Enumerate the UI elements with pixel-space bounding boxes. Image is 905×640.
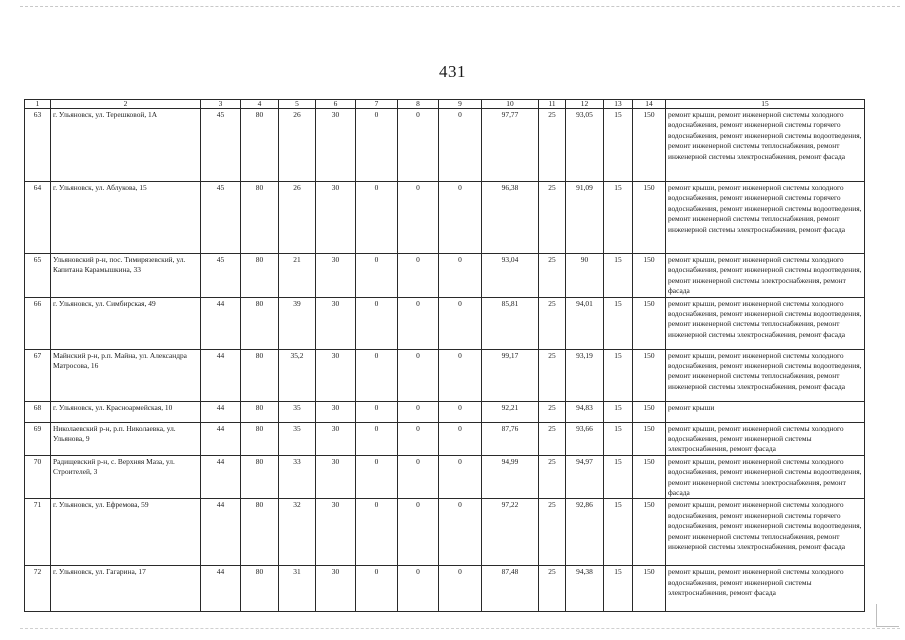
cell: 25: [539, 297, 566, 349]
cell: г. Ульяновск, ул. Аблукова, 15: [51, 182, 201, 254]
column-header: 2: [51, 100, 201, 109]
cell: 150: [633, 109, 666, 182]
cell: 99,17: [482, 349, 539, 401]
cell: 25: [539, 349, 566, 401]
cell: 92,21: [482, 401, 539, 422]
cell: 94,97: [566, 455, 604, 499]
cell: 15: [604, 182, 633, 254]
cell: 25: [539, 254, 566, 298]
cell: 80: [241, 401, 279, 422]
cell: ремонт крыши, ремонт инженерной системы холодного водоснабжения, ремонт инженерной системы горячего водоснабжения, ремонт инженерной системы водоотведения, ремонт инженерной системы теплоснабжения, ремонт инженерной системы электроснабжения, ремонт фасада: [666, 109, 865, 182]
cell: 150: [633, 182, 666, 254]
cell: г. Ульяновск, ул. Гагарина, 17: [51, 566, 201, 612]
cell: 45: [201, 109, 241, 182]
cell: 97,77: [482, 109, 539, 182]
column-header: 13: [604, 100, 633, 109]
cell: 80: [241, 297, 279, 349]
cell: 26: [279, 182, 316, 254]
cell: 94,83: [566, 401, 604, 422]
cell: г. Ульяновск, ул. Терешковой, 1А: [51, 109, 201, 182]
cell: 25: [539, 566, 566, 612]
cell: 25: [539, 401, 566, 422]
cell: 30: [316, 182, 356, 254]
column-header: 15: [666, 100, 865, 109]
cell: 72: [25, 566, 51, 612]
cell: 0: [398, 499, 439, 566]
cell: 15: [604, 566, 633, 612]
cell: 0: [439, 349, 482, 401]
cell: 39: [279, 297, 316, 349]
cell: 15: [604, 254, 633, 298]
table-header-row: [25, 100, 865, 109]
cell: 80: [241, 566, 279, 612]
column-header: 10: [482, 100, 539, 109]
cell: 68: [25, 401, 51, 422]
scan-artifact-bottom: [20, 628, 900, 630]
table-row: [25, 297, 865, 349]
cell: 32: [279, 499, 316, 566]
cell: 31: [279, 566, 316, 612]
cell: 0: [356, 349, 398, 401]
cell: 33: [279, 455, 316, 499]
cell: ремонт крыши, ремонт инженерной системы холодного водоснабжения, ремонт инженерной системы водоотведения, ремонт инженерной системы теплоснабжения, ремонт инженерной системы электроснабжения, ремонт фасада: [666, 297, 865, 349]
cell: 0: [439, 499, 482, 566]
cell: 97,22: [482, 499, 539, 566]
cell: 15: [604, 499, 633, 566]
column-header: 3: [201, 100, 241, 109]
cell: 94,38: [566, 566, 604, 612]
cell: 0: [356, 499, 398, 566]
cell: 26: [279, 109, 316, 182]
cell: ремонт крыши, ремонт инженерной системы холодного водоснабжения, ремонт инженерной системы водоотведения, ремонт инженерной системы электроснабжения, ремонт фасада: [666, 254, 865, 298]
cell: 35,2: [279, 349, 316, 401]
cell: 30: [316, 455, 356, 499]
cell: г. Ульяновск, ул. Красноармейская, 10: [51, 401, 201, 422]
cell: 67: [25, 349, 51, 401]
cell: 150: [633, 297, 666, 349]
cell: 96,38: [482, 182, 539, 254]
cell: 30: [316, 254, 356, 298]
cell: 63: [25, 109, 51, 182]
cell: 93,05: [566, 109, 604, 182]
cell: 70: [25, 455, 51, 499]
cell: 0: [398, 297, 439, 349]
cell: ремонт крыши, ремонт инженерной системы холодного водоснабжения, ремонт инженерной системы водоотведения, ремонт инженерной системы теплоснабжения, ремонт инженерной системы электроснабжения, ремонт фасада: [666, 349, 865, 401]
cell: 0: [356, 182, 398, 254]
cell: 45: [201, 182, 241, 254]
table-row: [25, 254, 865, 298]
column-header: 1: [25, 100, 51, 109]
page-number: 431: [439, 62, 466, 81]
work-schedule-table: [24, 99, 865, 612]
table-row: [25, 422, 865, 455]
cell: 80: [241, 349, 279, 401]
cell: 0: [356, 455, 398, 499]
cell: 87,76: [482, 422, 539, 455]
cell: ремонт крыши: [666, 401, 865, 422]
cell: 0: [398, 401, 439, 422]
cell: 0: [398, 349, 439, 401]
table-row: [25, 182, 865, 254]
cell: 93,19: [566, 349, 604, 401]
cell: 45: [201, 254, 241, 298]
column-header: 5: [279, 100, 316, 109]
cell: 15: [604, 422, 633, 455]
cell: 71: [25, 499, 51, 566]
cell: г. Ульяновск, ул. Ефремова, 59: [51, 499, 201, 566]
cell: 44: [201, 349, 241, 401]
cell: 0: [439, 254, 482, 298]
cell: 150: [633, 401, 666, 422]
scan-corner-mark: [876, 604, 899, 627]
cell: Радищевский р-н, с. Верхняя Маза, ул. Строителей, 3: [51, 455, 201, 499]
cell: 35: [279, 401, 316, 422]
cell: 150: [633, 499, 666, 566]
column-header: 11: [539, 100, 566, 109]
cell: 0: [439, 566, 482, 612]
cell: ремонт крыши, ремонт инженерной системы холодного водоснабжения, ремонт инженерной системы горячего водоснабжения, ремонт инженерной системы водоотведения, ремонт инженерной системы теплоснабжения, ремонт инженерной системы электроснабжения, ремонт фасада: [666, 182, 865, 254]
cell: 0: [356, 401, 398, 422]
cell: 44: [201, 499, 241, 566]
scan-artifact-top: [20, 6, 900, 8]
table-row: [25, 401, 865, 422]
cell: 0: [439, 182, 482, 254]
cell: 0: [356, 422, 398, 455]
cell: 44: [201, 422, 241, 455]
cell: 0: [439, 109, 482, 182]
cell: 25: [539, 182, 566, 254]
cell: ремонт крыши, ремонт инженерной системы холодного водоснабжения, ремонт инженерной системы электроснабжения, ремонт фасада: [666, 422, 865, 455]
cell: 93,66: [566, 422, 604, 455]
cell: Майнский р-н, р.п. Майна, ул. Александра Матросова, 16: [51, 349, 201, 401]
cell: 15: [604, 349, 633, 401]
cell: 69: [25, 422, 51, 455]
cell: 0: [398, 422, 439, 455]
cell: 91,09: [566, 182, 604, 254]
cell: 0: [398, 566, 439, 612]
cell: 25: [539, 422, 566, 455]
column-header: 4: [241, 100, 279, 109]
cell: 87,48: [482, 566, 539, 612]
cell: 80: [241, 254, 279, 298]
cell: 15: [604, 297, 633, 349]
cell: 44: [201, 401, 241, 422]
cell: 85,81: [482, 297, 539, 349]
cell: 15: [604, 109, 633, 182]
cell: 80: [241, 109, 279, 182]
cell: 30: [316, 499, 356, 566]
cell: 0: [356, 254, 398, 298]
cell: 0: [439, 401, 482, 422]
column-header: 7: [356, 100, 398, 109]
cell: Ульяновский р-н, пос. Тимирязевский, ул. Капитана Карамышкина, 33: [51, 254, 201, 298]
cell: 0: [439, 422, 482, 455]
cell: 80: [241, 499, 279, 566]
cell: 66: [25, 297, 51, 349]
cell: 30: [316, 401, 356, 422]
cell: 0: [439, 297, 482, 349]
cell: 150: [633, 566, 666, 612]
cell: 44: [201, 566, 241, 612]
cell: 80: [241, 182, 279, 254]
cell: 0: [439, 455, 482, 499]
cell: 92,86: [566, 499, 604, 566]
cell: 25: [539, 455, 566, 499]
table-row: [25, 499, 865, 566]
cell: 0: [356, 566, 398, 612]
cell: 15: [604, 455, 633, 499]
cell: 44: [201, 297, 241, 349]
column-header: 12: [566, 100, 604, 109]
cell: 150: [633, 254, 666, 298]
cell: 0: [398, 455, 439, 499]
cell: 150: [633, 455, 666, 499]
cell: 80: [241, 455, 279, 499]
cell: 0: [398, 182, 439, 254]
cell: 30: [316, 297, 356, 349]
cell: 94,01: [566, 297, 604, 349]
table-row: [25, 566, 865, 612]
column-header: 9: [439, 100, 482, 109]
cell: 0: [356, 297, 398, 349]
cell: 64: [25, 182, 51, 254]
cell: 30: [316, 109, 356, 182]
cell: Николаевский р-н, р.п. Николаевка, ул. Ульянова, 9: [51, 422, 201, 455]
cell: 90: [566, 254, 604, 298]
cell: 25: [539, 499, 566, 566]
table-row: [25, 349, 865, 401]
cell: 35: [279, 422, 316, 455]
cell: 93,04: [482, 254, 539, 298]
cell: ремонт крыши, ремонт инженерной системы холодного водоснабжения, ремонт инженерной системы электроснабжения, ремонт фасада: [666, 566, 865, 612]
table-row: [25, 109, 865, 182]
cell: 21: [279, 254, 316, 298]
cell: 0: [398, 254, 439, 298]
cell: ремонт крыши, ремонт инженерной системы холодного водоснабжения, ремонт инженерной системы горячего водоснабжения, ремонт инженерной системы водоотведения, ремонт инженерной системы теплоснабжения, ремонт инженерной системы электроснабжения, ремонт фасада: [666, 499, 865, 566]
cell: 44: [201, 455, 241, 499]
cell: 30: [316, 422, 356, 455]
cell: 80: [241, 422, 279, 455]
cell: 15: [604, 401, 633, 422]
cell: 25: [539, 109, 566, 182]
table-row: [25, 455, 865, 499]
cell: 94,99: [482, 455, 539, 499]
cell: 0: [398, 109, 439, 182]
cell: г. Ульяновск, ул. Симбирская, 49: [51, 297, 201, 349]
cell: 150: [633, 349, 666, 401]
column-header: 6: [316, 100, 356, 109]
column-header: 14: [633, 100, 666, 109]
column-header: 8: [398, 100, 439, 109]
cell: 30: [316, 349, 356, 401]
cell: ремонт крыши, ремонт инженерной системы холодного водоснабжения, ремонт инженерной системы водоотведения, ремонт инженерной системы электроснабжения, ремонт фасада: [666, 455, 865, 499]
cell: 150: [633, 422, 666, 455]
cell: 65: [25, 254, 51, 298]
cell: 30: [316, 566, 356, 612]
cell: 0: [356, 109, 398, 182]
